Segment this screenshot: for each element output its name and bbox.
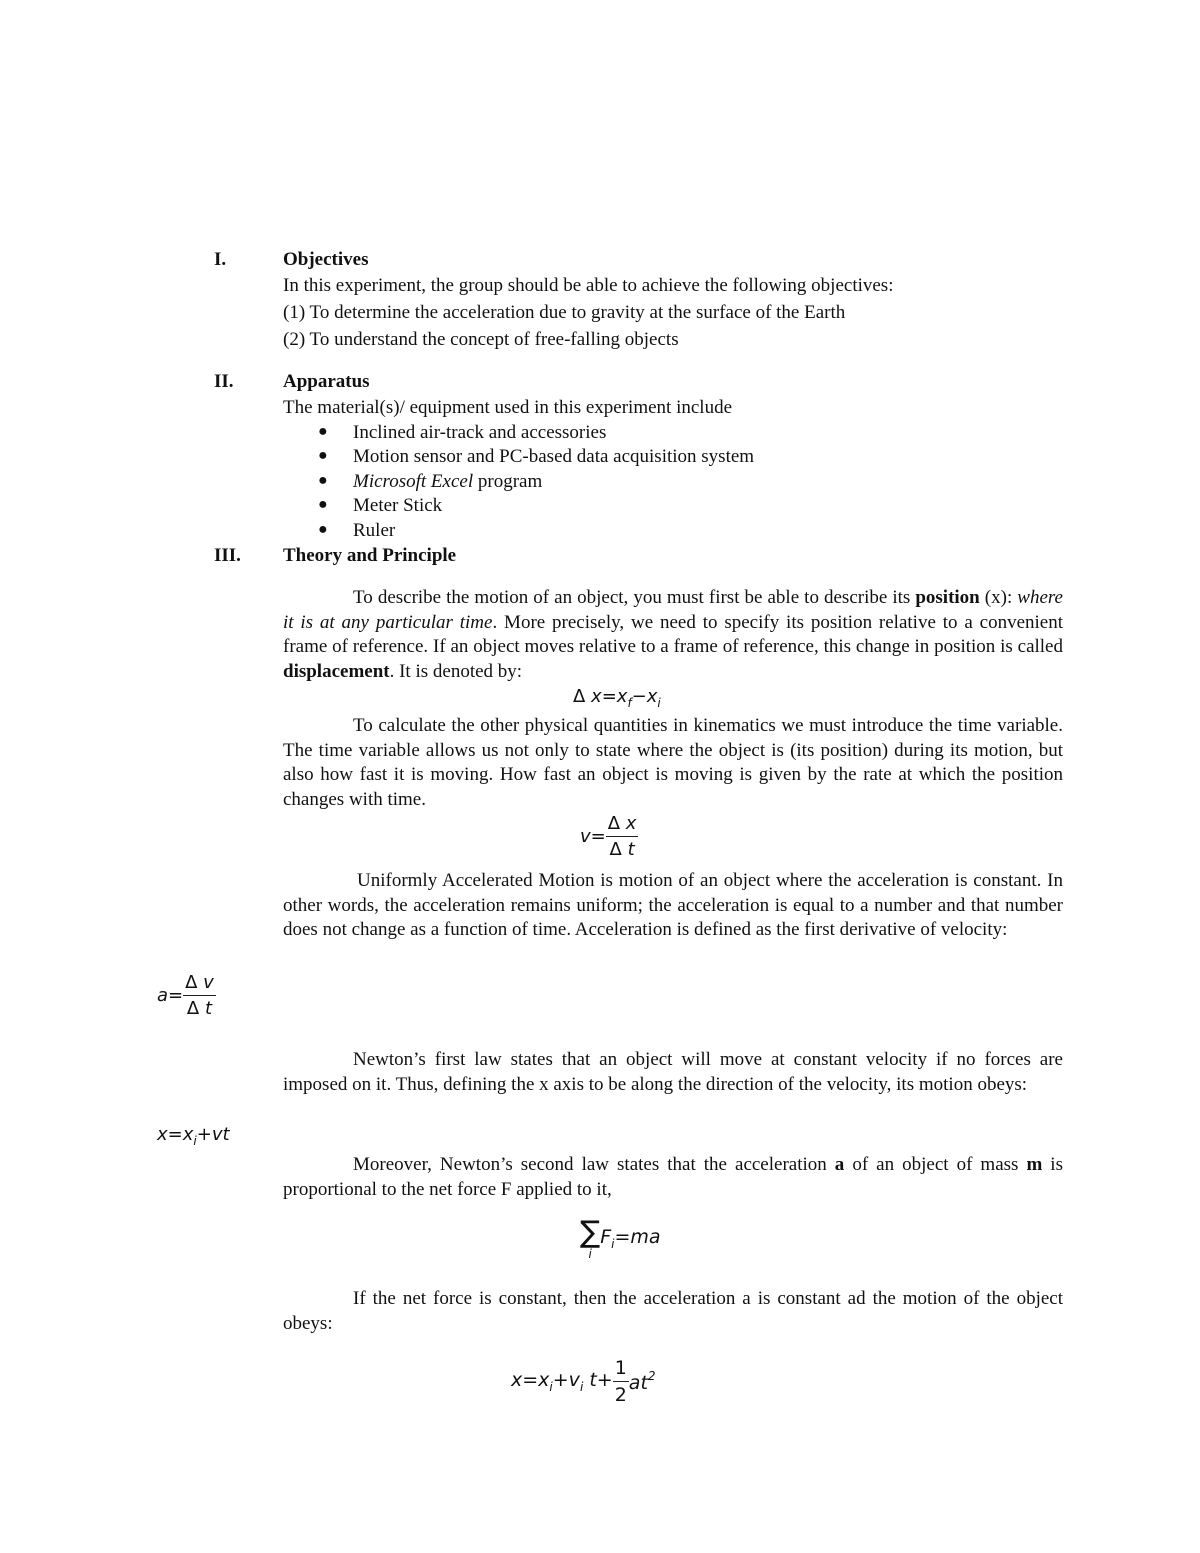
bullet-icon: ● xyxy=(318,496,328,513)
bullet-icon: ● xyxy=(318,423,328,440)
equation-velocity: v= $\frac{\text{Δ x}}{\text{Δ t}}$ xyxy=(580,813,637,860)
theory-paragraph-1: To describe the motion of an object, you must first be able to describe its position (x): where it is at any particular time. More precisely, we need to specify its position relative to a convenient frame of reference. If an object moves relative to a frame of reference, this change in position is called displacement. It is denoted by: xyxy=(283,587,1063,682)
excel-name: Microsoft Excel xyxy=(353,471,474,492)
theory-paragraph-6: If the net force is constant, then the acceleration a is constant ad the motion of the object obeys: xyxy=(283,1288,1063,1334)
objective-item-2: (2) To understand the concept of free-falling objects xyxy=(283,329,679,350)
objective-item-1: (1) To determine the acceleration due to gravity at the surface of the Earth xyxy=(283,302,846,323)
section-number-1: I. xyxy=(214,249,227,270)
apparatus-item: Motion sensor and PC-based data acquisition system xyxy=(353,446,755,467)
theory-paragraph-5: Moreover, Newton’s second law states that the acceleration a of an object of mass m is proportional to the net force F applied to it, xyxy=(283,1154,1063,1200)
equation-newton-second-law: ∑ i $F_i=ma$ xyxy=(580,1215,661,1261)
equation-constant-velocity: $x=x_i+vt$ xyxy=(157,1124,230,1148)
bullet-icon: ● xyxy=(318,447,328,464)
equation-acceleration: a= $\frac{\text{Δ v}}{\text{Δ t}}$ xyxy=(157,972,214,1019)
section-number-2: II. xyxy=(214,371,234,392)
excel-rest: program xyxy=(473,471,543,492)
bullet-icon: ● xyxy=(318,521,328,538)
theory-paragraph-4: Newton’s first law states that an object will move at constant velocity if no forces are imposed on it. Thus, defining the x axis to be along the direction of the velocity, its motion obeys: xyxy=(283,1049,1063,1095)
apparatus-item: Meter Stick xyxy=(353,495,443,516)
section-title-theory: Theory and Principle xyxy=(283,545,457,566)
theory-paragraph-2: To calculate the other physical quantities in kinematics we must introduce the time variable. The time variable allows us not only to state where the object is (its position) during its motion, but also how fast it is moving. How fast an object is moving is given by the rate at which the position changes with time. xyxy=(283,715,1063,810)
equation-displacement: Δ $x=x_f-x_i$ xyxy=(573,686,661,710)
apparatus-item: Ruler xyxy=(353,520,396,541)
apparatus-item: Inclined air-track and accessories xyxy=(353,422,607,443)
equation-kinematic: $x=x_i+v_i$ t+ $\frac{1}{2}$ $at^2$ xyxy=(511,1357,656,1406)
section-title-objectives: Objectives xyxy=(283,249,369,270)
apparatus-intro: The material(s)/ equipment used in this experiment include xyxy=(283,397,733,418)
objectives-intro: In this experiment, the group should be able to achieve the following objectives: xyxy=(283,275,894,296)
section-title-apparatus: Apparatus xyxy=(283,371,370,392)
apparatus-item-excel xyxy=(353,472,542,491)
theory-paragraph-3: Uniformly Accelerated Motion is motion of an object where the acceleration is constant. In other words, the acceleration remains uniform; the acceleration is equal to a number and that number does not change as a function of time. Acceleration is defined as the first derivative of velocity: xyxy=(283,870,1063,940)
bullet-icon: ● xyxy=(318,472,328,489)
section-number-3: III. xyxy=(214,545,241,566)
